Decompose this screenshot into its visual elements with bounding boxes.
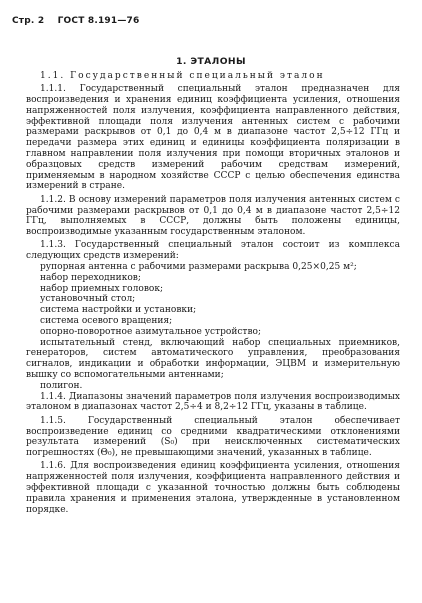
list-item: система осевого вращения; [40,316,173,327]
list-item: система настройки и установки; [40,305,197,316]
page-number: Стр. 2 [12,16,45,26]
list-item: рупорная антенна с рабочими размерами раскрыва 0,25×0,25 м²; [40,262,357,273]
list-item: набор приемных головок; [40,283,164,294]
section-title: 1. ЭТАЛОНЫ [176,56,246,67]
document-code: ГОСТ 8.191—76 [57,16,140,26]
paragraph-1-1-2: 1.1.2. В основу измерений параметров поля излучения антенных систем с рабочими размерами раскрывов от 0,1 до 0,4 м в диапазоне частот 2,5÷12 ГГц, выполняемых в СССР, должны быть положены единицы, воспроизводимые указанным государственным эталоном. [26,194,400,238]
paragraph-1-1-5: 1.1.5. Государственный специальный эталон обеспечивает воспроизведение единиц со средними квадратическими отклонениями результата измерений (S₀) при неисключенных систематических погрешностях (Θ₀), не превышающими значений, указанных в таблице. [26,415,400,459]
list-item: установочный стол; [40,294,136,305]
subsection-heading: 1.1. Государственный специальный эталон [40,71,325,81]
page-header [12,16,149,26]
paragraph-1-1-6: 1.1.6. Для воспроизведения единиц коэффициента усиления, отношения напряженностей поля излучения, коэффициента направленного действия и эффективной площади с указанной точностью должны быть соблюдены правила хранения и применения эталона, утвержденные в установленном порядке. [26,461,400,515]
paragraph-1-1-3: 1.1.3. Государственный специальный эталон состоит из комплекса следующих средств измерений: [26,240,400,262]
list-item: опорно-поворотное азимутальное устройство; [40,326,262,337]
paragraph-1-1-4: 1.1.4. Диапазоны значений параметров поля излучения воспроизводимых эталоном в диапазонах частот 2,5÷4 и 8,2÷12 ГГц, указаны в таблице. [26,391,400,413]
paragraph-1-1-1: 1.1.1. Государственный специальный эталон предназначен для воспроизведения и хранения единиц коэффициента усиления, отношения напряженностей поля излучения, коэффициента направленного действия, эффективной площади поля излучения антенных систем с рабочими размерами раскрывов от 0,1 до 0,4 м в диапазоне частот 2,5÷12 ГГц и передачи размера этих единиц и единицы коэффициента поляризации в главном направлении поля излучения при помощи вторичных эталонов и образцовых средств измерений рабочим средствам измерений, применяемым в народном хозяйстве СССР с целью обеспечения единства измерений в стране. [26,84,400,192]
list-item: полигон. [40,380,83,391]
list-item: испытательный стенд, включающий набор специальных приемников, генераторов, систем автоматического управления, преобразования сигналов, индикации и обработки информации, ЭЦВМ и измерительную вышку со вспомогательными антеннами; [26,337,400,381]
document-body [26,71,400,515]
equipment-list [26,262,400,392]
list-item: набор переходников; [40,272,141,283]
